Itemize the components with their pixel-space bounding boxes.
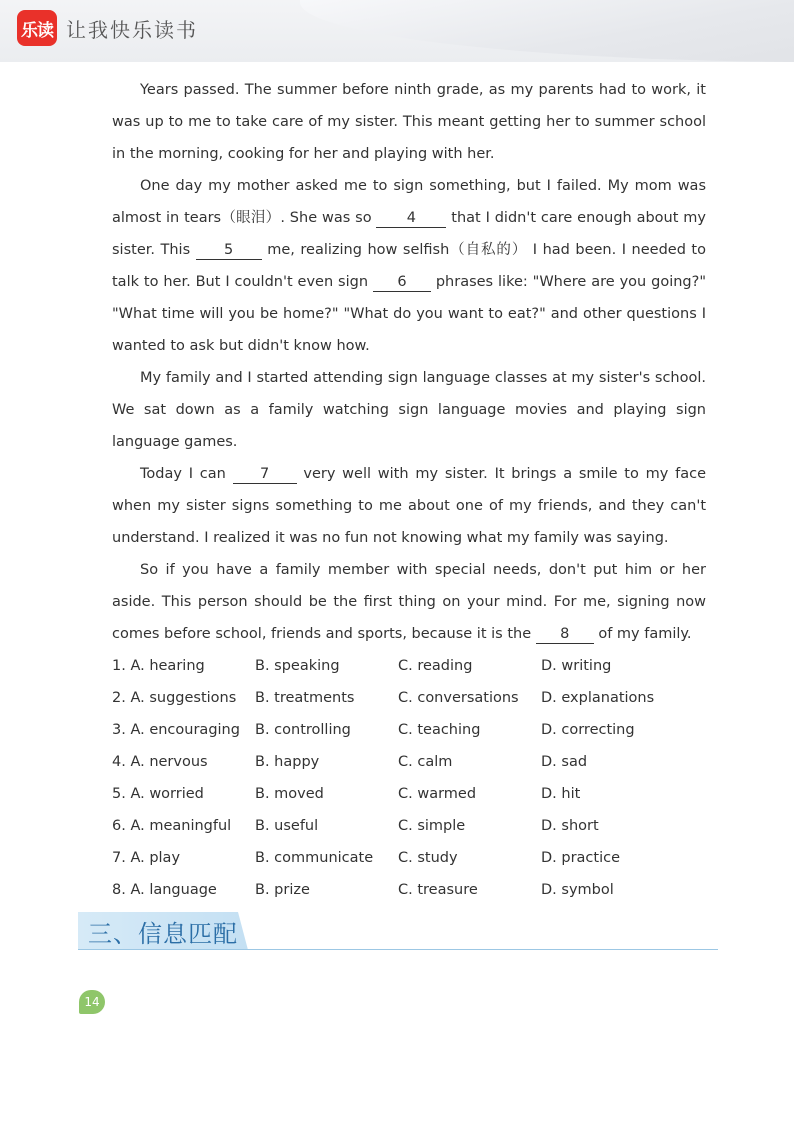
option-c: C. reading xyxy=(398,658,473,674)
text-span: Today I can xyxy=(140,466,233,482)
option-c: C. conversations xyxy=(398,690,519,706)
paragraph-1: Years passed. The summer before ninth grade, as my parents had to work, it was up to me to take care of my sister. This meant getting her to summer school in the morning, cooking for her and playing with her. xyxy=(112,82,706,162)
option-c: C. warmed xyxy=(398,786,477,802)
section-title: 三、信息匹配 xyxy=(88,920,238,948)
option-c: C. study xyxy=(398,850,458,866)
paragraph-2 xyxy=(112,170,706,362)
option-row-7 xyxy=(112,842,706,874)
option-d: D. symbol xyxy=(541,882,614,898)
blank-7: 7 xyxy=(233,465,297,484)
text-span: One day my mother asked me to sign something, but I failed. My mom was almost in tears（眼泪）. She was so xyxy=(112,178,706,226)
answer-options xyxy=(112,650,706,906)
blank-5: 5 xyxy=(196,241,262,260)
text-span: me, realizing how selfish（自私的） I had been. I needed to talk to her. But I couldn't even sign xyxy=(112,242,706,290)
option-a: 3. A. encouraging xyxy=(112,722,240,738)
option-row-2 xyxy=(112,682,706,714)
option-b: B. useful xyxy=(255,818,319,834)
paragraph-4 xyxy=(112,458,706,554)
option-a: 4. A. nervous xyxy=(112,754,208,770)
reading-content xyxy=(112,74,706,906)
option-a: 1. A. hearing xyxy=(112,658,205,674)
option-d: D. explanations xyxy=(541,690,655,706)
option-c: C. teaching xyxy=(398,722,481,738)
option-row-5 xyxy=(112,778,706,810)
text-span: So if you have a family member with special needs, don't put him or her aside. This person should be the first thing on your mind. For me, signing now comes before school, friends and sports, because it is the xyxy=(112,562,706,642)
text-span: of my family. xyxy=(593,626,692,642)
section-header xyxy=(78,912,718,952)
option-b: B. communicate xyxy=(255,850,374,866)
option-d: D. short xyxy=(541,818,599,834)
option-c: C. treasure xyxy=(398,882,478,898)
option-d: D. writing xyxy=(541,658,612,674)
option-d: D. sad xyxy=(541,754,588,770)
option-b: B. speaking xyxy=(255,658,340,674)
section-divider xyxy=(78,949,718,950)
blank-4: 4 xyxy=(376,209,446,228)
text-span: very well with my sister. It brings a smile to my face when my sister signs something to me about one of my friends, and they can't understand. I realized it was no fun not knowing what my family was saying. xyxy=(112,466,707,546)
header-slogan: 让我快乐读书 xyxy=(66,18,198,42)
option-row-1 xyxy=(112,650,706,682)
page-header xyxy=(0,0,794,62)
option-d: D. correcting xyxy=(541,722,635,738)
option-d: D. hit xyxy=(541,786,581,802)
option-b: B. happy xyxy=(255,754,320,770)
option-row-8 xyxy=(112,874,706,906)
option-a: 7. A. play xyxy=(112,850,181,866)
page-number: 14 xyxy=(79,990,105,1014)
option-b: B. moved xyxy=(255,786,324,802)
option-c: C. calm xyxy=(398,754,453,770)
paragraph-5 xyxy=(112,554,706,650)
text-span: that I didn't care enough about my sister. This xyxy=(112,210,706,258)
option-c: C. simple xyxy=(398,818,466,834)
option-a: 2. A. suggestions xyxy=(112,690,237,706)
option-row-6 xyxy=(112,810,706,842)
option-b: B. treatments xyxy=(255,690,355,706)
header-decoration xyxy=(300,0,794,62)
option-row-3 xyxy=(112,714,706,746)
blank-8: 8 xyxy=(536,625,594,644)
option-a: 5. A. worried xyxy=(112,786,204,802)
option-b: B. prize xyxy=(255,882,310,898)
option-a: 8. A. language xyxy=(112,882,217,898)
text-span: phrases like: "Where are you going?" "What time will you be home?" "What do you want to eat?" and other questions I wanted to ask but didn't know how. xyxy=(112,274,706,354)
option-d: D. practice xyxy=(541,850,621,866)
blank-6: 6 xyxy=(373,273,431,292)
option-b: B. controlling xyxy=(255,722,351,738)
paragraph-3: My family and I started attending sign language classes at my sister's school. We sat down as a family watching sign language movies and playing sign language games. xyxy=(112,370,706,450)
option-a: 6. A. meaningful xyxy=(112,818,232,834)
lexue-logo: 乐读 xyxy=(17,10,57,46)
option-row-4 xyxy=(112,746,706,778)
